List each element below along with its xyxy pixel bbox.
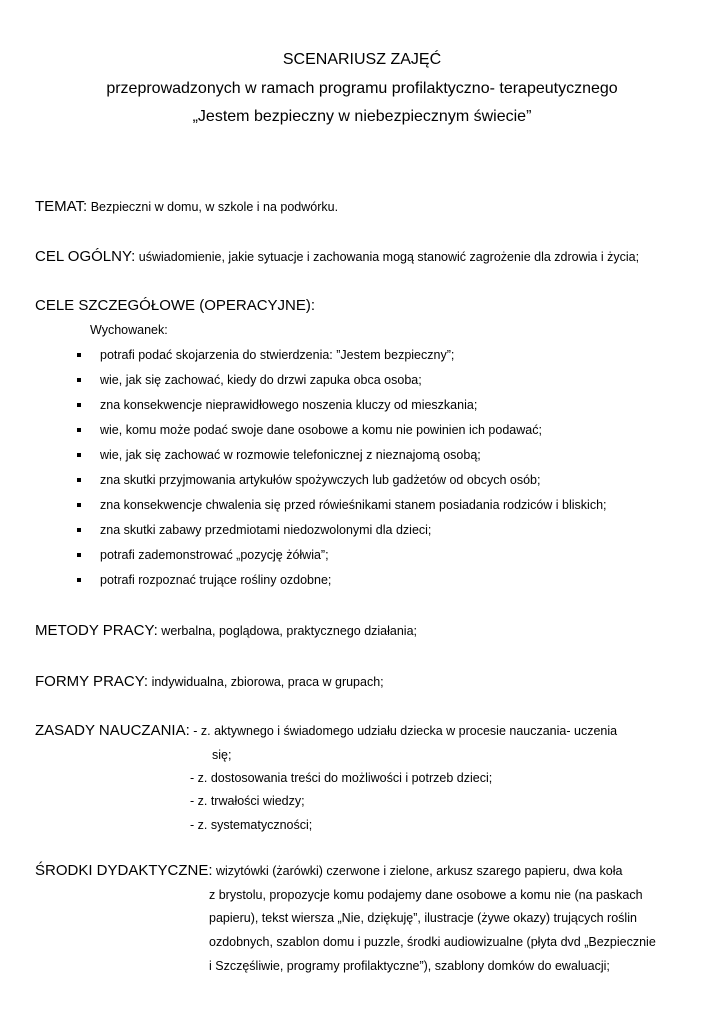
list-item [0, 518, 724, 543]
bullet-square-icon [77, 353, 81, 357]
srodki-line-3: papieru), tekst wiersza „Nie, dziękuję”, ilustracje (żywe okazy) trujących roślin [209, 911, 637, 925]
list-item-text: zna skutki zabawy przedmiotami niedozwolonymi dla dzieci; [100, 523, 432, 537]
bullet-square-icon [77, 403, 81, 407]
srodki-line-2: z brystolu, propozycje komu podajemy dane osobowe a komu nie (na paskach [209, 888, 643, 902]
list-item [0, 368, 724, 393]
list-item-text: wie, jak się zachować, kiedy do drzwi zapuka obca osoba; [100, 373, 422, 387]
program-name: „Jestem bezpieczny w niebezpiecznym świecie” [192, 108, 532, 125]
list-item-text: wie, komu może podać swoje dane osobowe a komu nie powinien ich podawać; [100, 423, 542, 437]
list-item [0, 343, 724, 368]
temat-value: Bezpieczni w domu, w szkole i na podwórku. [87, 200, 339, 214]
srodki-line-4: ozdobnych, szablon domu i puzzle, środki audiowizualne (płyta dvd „Bezpiecznie [209, 935, 656, 949]
zasady-line-1-continued: się; [212, 748, 232, 762]
document-subtitle: przeprowadzonych w ramach programu profilaktyczno- terapeutycznego [106, 80, 618, 97]
bullet-square-icon [77, 478, 81, 482]
bullet-square-icon [77, 578, 81, 582]
document-title: SCENARIUSZ ZAJĘĆ [282, 51, 442, 68]
cele-szczegolowe-section [35, 297, 315, 314]
bullet-square-icon [77, 428, 81, 432]
list-item [0, 443, 724, 468]
list-item-text: potrafi zademonstrować „pozycję żółwia”; [100, 548, 329, 562]
bullet-square-icon [77, 503, 81, 507]
formy-label: FORMY PRACY: [35, 673, 149, 690]
list-item [0, 543, 724, 568]
list-item-text: zna konsekwencje chwalenia się przed rówieśnikami stanem posiadania rodziców i bliskich; [100, 498, 607, 512]
bullet-square-icon [77, 528, 81, 532]
srodki-label: ŚRODKI DYDAKTYCZNE: [35, 862, 213, 879]
wychowanek-intro: Wychowanek: [90, 323, 168, 337]
cel-ogolny-section [35, 248, 639, 265]
zasady-line-4: - z. systematyczności; [190, 818, 313, 832]
zasady-line-2: - z. dostosowania treści do możliwości i potrzeb dzieci; [190, 771, 493, 785]
cel-ogolny-label: CEL OGÓLNY: [35, 248, 136, 265]
zasady-line-3: - z. trwałości wiedzy; [190, 794, 305, 808]
list-item-text: potrafi podać skojarzenia do stwierdzenia: ”Jestem bezpieczny”; [100, 348, 455, 362]
list-item [0, 393, 724, 418]
list-item [0, 493, 724, 518]
bullet-square-icon [77, 553, 81, 557]
list-item-text: zna konsekwencje nieprawidłowego noszenia kluczy od mieszkania; [100, 398, 478, 412]
cele-szczegolowe-label: CELE SZCZEGÓŁOWE (OPERACYJNE): [35, 297, 316, 314]
metody-label: METODY PRACY: [35, 622, 158, 639]
srodki-line-1: wizytówki (żarówki) czerwone i zielone, arkusz szarego papieru, dwa koła [212, 864, 623, 878]
zasady-section [35, 722, 617, 739]
zasady-line-1: - z. aktywnego i świadomego udziału dziecka w procesie nauczania- uczenia [189, 724, 618, 738]
metody-section [35, 622, 417, 639]
bullet-square-icon [77, 378, 81, 382]
list-item [0, 418, 724, 443]
list-item-text: zna skutki przyjmowania artykułów spożywczych lub gadżetów od obcych osób; [100, 473, 541, 487]
zasady-label: ZASADY NAUCZANIA: [35, 722, 190, 739]
srodki-section [35, 862, 622, 879]
metody-value: werbalna, poglądowa, praktycznego działania; [157, 624, 418, 638]
formy-section [35, 673, 384, 690]
list-item-text: potrafi rozpoznać trujące rośliny ozdobne; [100, 573, 332, 587]
list-item-text: wie, jak się zachować w rozmowie telefonicznej z nieznajomą osobą; [100, 448, 481, 462]
list-item [0, 568, 724, 593]
temat-section [35, 198, 338, 215]
formy-value: indywidualna, zbiorowa, praca w grupach; [148, 675, 384, 689]
objectives-list [0, 343, 724, 593]
cel-ogolny-value: uświadomienie, jakie sytuacje i zachowania mogą stanowić zagrożenie dla zdrowia i życia; [135, 250, 640, 264]
bullet-square-icon [77, 453, 81, 457]
srodki-line-5: i Szczęśliwie, programy profilaktyczne”), szablony domków do ewaluacji; [209, 959, 610, 973]
temat-label: TEMAT: [35, 198, 88, 215]
list-item [0, 468, 724, 493]
